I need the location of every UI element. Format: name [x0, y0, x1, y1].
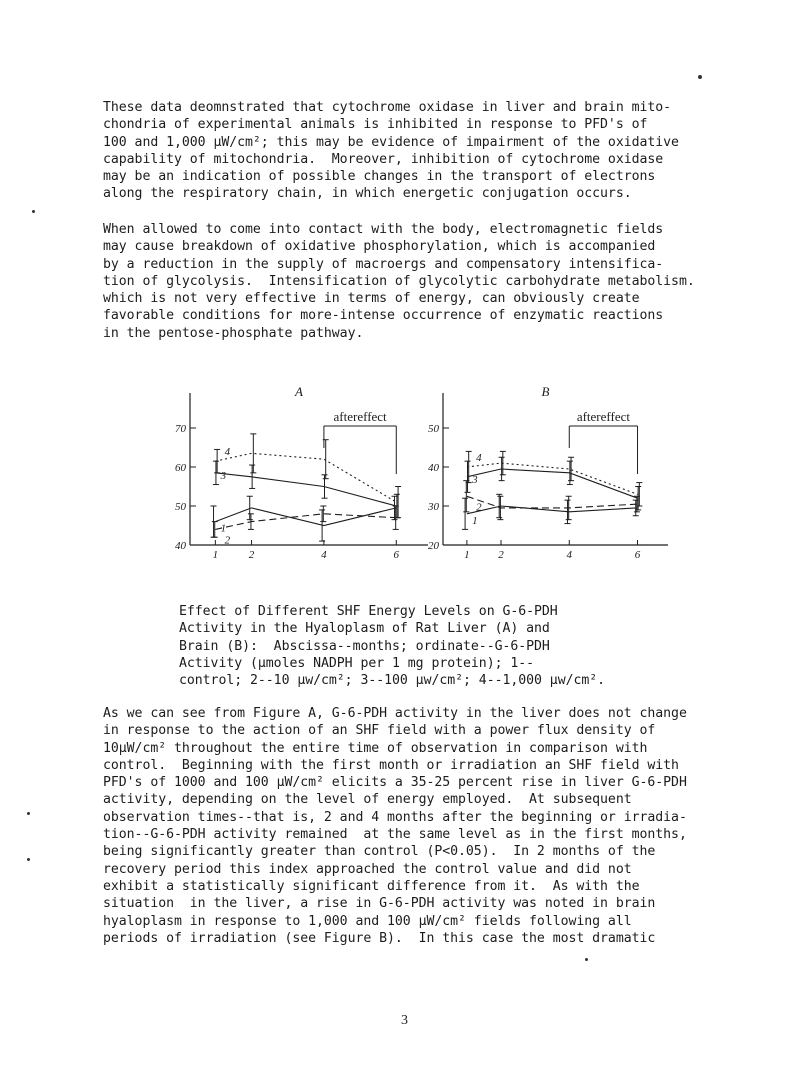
figure-caption: Effect of Different SHF Energy Levels on G-6-PDH Activity in the Hyaloplasm of Rat Liver (A) and Brain (B): Abscissa--months; ordinate--G-6-PDH Activity (µmoles NADPH per 1 mg protein); 1-- control; 2--10 µw/cm²; 3--100 µw/cm²; 4--1,000 µw/cm².	[179, 604, 606, 689]
panel-b-x-tick-label: 2	[498, 549, 504, 561]
panel-a-series-2-label: 2	[224, 534, 231, 547]
panel-a-y-tick-label: 50	[175, 501, 186, 513]
panel-b-x-tick-label: 4	[566, 549, 573, 561]
panel-b-series-4-label: 4	[476, 452, 482, 464]
panel-a-x-tick-label: 6	[393, 549, 400, 561]
panel-a-series-1-label: 1	[220, 522, 227, 535]
scan-speck	[698, 75, 702, 79]
panel-b-x-tick-label: 1	[464, 549, 470, 561]
panel-b-y-tick-label: 20	[428, 540, 439, 552]
panel-b-x-tick-label: 6	[634, 549, 641, 561]
panel-b-series-1-line	[467, 506, 638, 514]
panel-a-x-tick-label: 1	[212, 549, 219, 561]
scan-speck	[32, 210, 35, 213]
paragraph-figure-discussion: As we can see from Figure A, G-6-PDH activity in the liver does not change in response to the action of an SHF field with a power flux density of 10µW/cm² throughout the entire time of observation in comparison with control. Beginning with the first month or irradiation an SHF field with PFD's of 1000 and 100 µW/cm² elicits a 35-25 percent rise in liver G-6-PDH activity, depending on the level of energy employed. At subsequent observation times--that is, 2 and 4 months after the beginning or irradia- tion--G-6-PDH activity remained at the same level as in the first months, being significantly greater than control (P<0.05). In 2 months of the recovery period this index approached the control value and did not exhibit a statistically significant difference from it. As with the situation in the liver, a rise in G-6-PDH activity was noted in brain hyaloplasm in response to 1,000 and 100 µW/cm² fields following all periods of irradiation (see Figure B). In this case the most dramatic	[103, 706, 687, 946]
panel-a-x-tick-label: 4	[321, 549, 327, 561]
scan-speck	[585, 958, 588, 961]
panel-b-series-1-label: 1	[472, 514, 478, 527]
panel-b-series-3-label: 3	[472, 473, 478, 486]
panel-a-series-3-line	[215, 473, 396, 506]
panel-b-y-tick-label: 30	[428, 501, 439, 513]
figure-svg	[150, 378, 670, 578]
panel-b-label: B	[541, 384, 550, 399]
panel-b-y-tick-label: 50	[428, 423, 439, 435]
panel-a-y-tick-label: 40	[175, 540, 186, 552]
panel-a-y-tick-label: 60	[175, 462, 186, 474]
panel-a-label: A	[295, 384, 303, 399]
page-number: 3	[401, 1013, 408, 1028]
paragraph-electromagnetic-fields: When allowed to come into contact with the body, electromagnetic fields may cause breakdown of oxidative phosphorylation, which is accompanied by a reduction in the supply of macroergs and compensatory intensifica- tion of glycolysis. Intensification of glycolytic carbohydrate metabolism. which is not very effective in terms of energy, can obviously create favorable conditions for more-intense occurrence of enzymatic reactions in the pentose-phosphate pathway.	[103, 222, 695, 341]
figure-g6pdh-activity	[150, 378, 670, 583]
panel-b-series-2-label: 2	[476, 501, 482, 514]
scan-speck	[27, 812, 30, 815]
panel-a-aftereffect-label: aftereffect	[333, 409, 387, 424]
paragraph-cytochrome-oxidase: These data deomnstrated that cytochrome oxidase in liver and brain mito- chondria of experimental animals is inhibited in response to PFD's of 100 and 1,000 µW/cm²; this may be evidence of impairment of the oxidative capability of mitochondria. Moreover, inhibition of cytochrome oxidase may be an indication of possible changes in the transport of electrons along the respiratory chain, in which energetic conjugation occurs.	[103, 100, 679, 202]
panel-b-series-4-line	[467, 463, 638, 494]
panel-b-series-3-line	[467, 469, 638, 498]
panel-b-series-2-line	[467, 496, 638, 508]
panel-a-series-4-label: 4	[224, 446, 231, 459]
panel-a-series-4-line	[215, 453, 396, 502]
panel-b-y-tick-label: 40	[428, 462, 439, 474]
panel-a-x-tick-label: 2	[248, 549, 255, 561]
scan-speck	[27, 858, 30, 861]
panel-a-y-tick-label: 70	[175, 423, 186, 435]
panel-b-aftereffect-label: aftereffect	[576, 409, 630, 424]
panel-a-series-3-label: 3	[220, 469, 227, 482]
